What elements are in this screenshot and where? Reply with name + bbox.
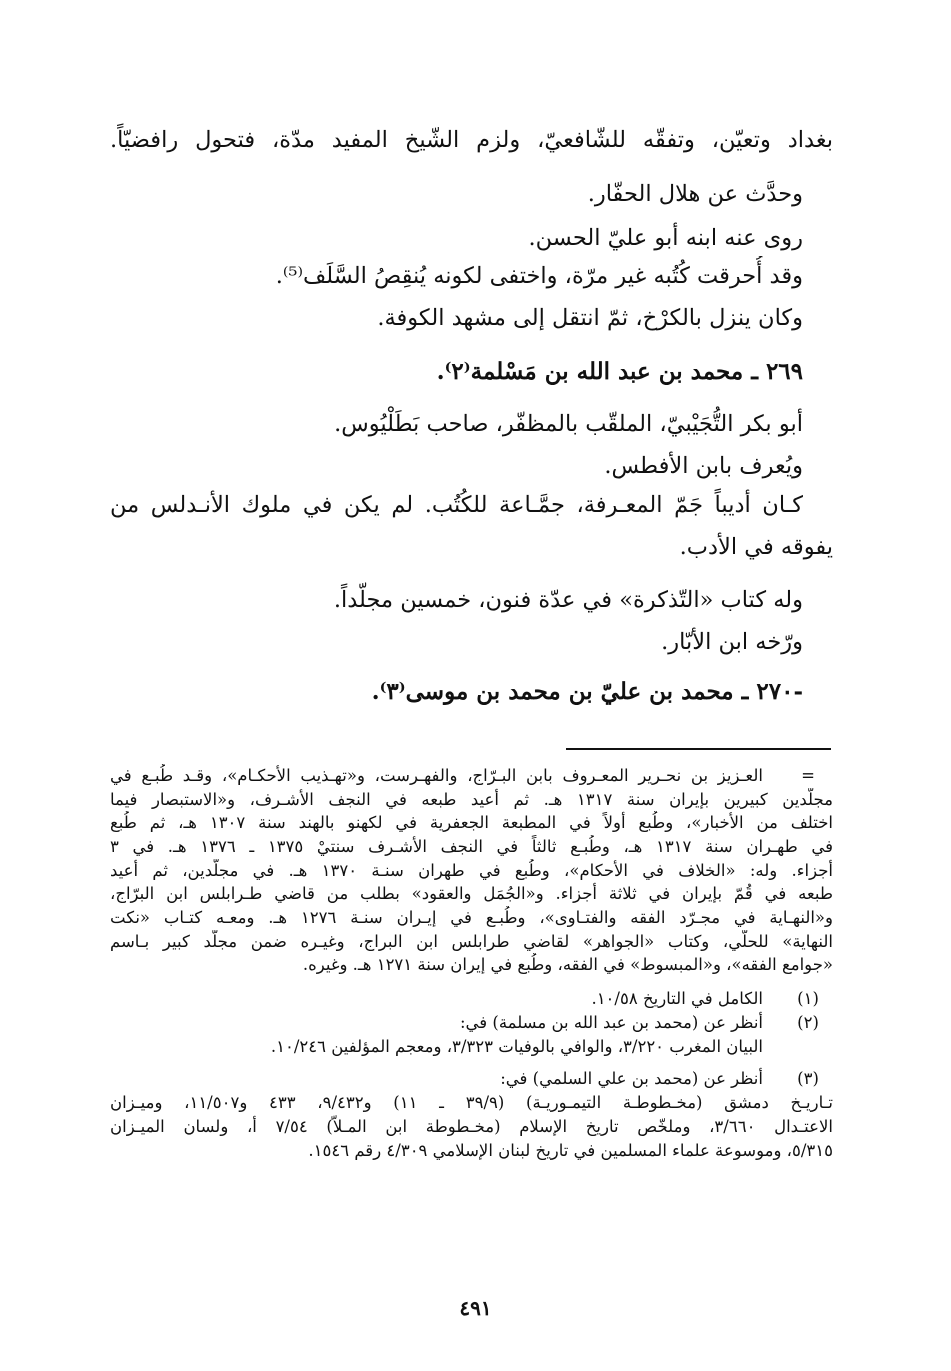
text-line: وقد أُحرقت كُتُبه غير مرّة، واختفى لكونه يُنقِصُ السَّلَف⁽⁵⁾. (275, 263, 803, 289)
footnote-line: طبعه في قُمّ بإيران في ثلاثة أجزاء. و«الجُمَل والعقود» بطلب من قاضي طـرابلس ابن البرّاج، (110, 884, 833, 903)
footnote-line: و«النهـاية في مجـرّد الفقه والفتـاوى»، وطُبـع في إيـران سنـة ١٢٧٦ هـ. ومعـه كتـاب «نكت (110, 908, 833, 927)
footnote-marker: (٢) (797, 1013, 819, 1032)
text-line: وله كتاب «التّذكرة» في عدّة فنون، خمسين مجلّداً. (333, 587, 803, 613)
footnote-line: في طهـران سنة ١٣١٧ هـ، وطُبـع ثالثاً في النجف الأشـرف سنتيْ ١٣٧٥ ـ ١٣٧٦ هـ. في ٣ (110, 837, 833, 856)
footnote-continuation-marker: = (801, 766, 815, 785)
text-line: أبو بكر التُّجَيْبيّ، الملقّب بالمظفّر، صاحب بَطَلْيُوس. (334, 411, 803, 437)
text-line: بغداد وتعيّن، وتفقّه للشّافعيّ، ولزم الشّيخ المفيد مدّة، فتحول رافضيّاً. (110, 127, 833, 153)
footnote-line: اختلف من الأخبار»، وطُبع أولاً في المطبعة الجعفرية في لكهنو بالهند سنة ١٣٠٧ هـ، ثم طُبع (110, 813, 833, 832)
footnote-line: العـزيز بن نحـرير المعـروف بابن البـرّاج، والفهـرست، و«تهـذيب الأحكـام»، وقـد طُبـع في (110, 766, 763, 785)
footnote-line: البيان المغرب ٣/٢٢٠، والوافي بالوفيات ٣/٣٢٣، ومعجم المؤلفين ١٠/٢٤٦. (270, 1037, 763, 1056)
footnote-line: أنظر عن (محمد بن عبد الله بن مسلمة) في: (459, 1013, 763, 1032)
footnote-line: النهاية» للحلّي، وكتاب «الجواهر» لقاضي طرابلس ابن البراج، وغيـره ضمن مجلّد كبير بـاسم (110, 932, 833, 951)
footnote-line: تـاريـخ دمشق (مخـطوطـة التيمـوريـة) (٣٩/٩ ـ ١١) و٩/٤٣٢، ٤٣٣ و١١/٥٠٧، وميـزان (110, 1093, 833, 1112)
footnote-line: أنظر عن (محمد بن علي السلمي) في: (500, 1069, 763, 1088)
footnote-marker: (٣) (797, 1069, 819, 1088)
footnote-separator (566, 748, 831, 750)
entry-heading-270: -٢٧٠ ـ محمد بن عليّ بن محمد بن موسى⁽٣⁾. (371, 678, 803, 705)
footnote-line: الكامل في التاريخ ١٠/٥٨. (591, 989, 763, 1008)
text-line: وحدَّث عن هلال الحفّار. (587, 181, 803, 207)
page-number: ٤٩١ (459, 1296, 492, 1320)
text-line: ويُعرف بابن الأفطس. (604, 453, 803, 479)
text-line: روى عنه ابنه أبو عليّ الحسن. (528, 225, 803, 251)
entry-heading-269: ٢٦٩ ـ محمد بن عبد الله بن مَسْلمة⁽٢⁾. (436, 358, 803, 385)
footnote-line: «جوامع الفقه»، و«المبسوط» في الفقه، وطُبع في إيران سنة ١٢٧١ هـ. وغيره. (302, 955, 833, 974)
text-line: كـان أديباً جَمّ المعـرفة، جمَّـاعة للكُتُب. لم يكن في ملوك الأنـدلس من (110, 492, 803, 518)
text-line: ورّخه ابن الأبّار. (661, 629, 803, 655)
footnote-line: مجلّدين كبيرين بإيران سنة ١٣١٧ هـ. ثم أعيد طبعه في النجف الأشـرف، و«الاستبصار فيما (110, 790, 833, 809)
footnote-line: أجزاء. وله: «الخلاف في الأحكام»، وطُبع في طهران سنـة ١٣٧٠ هـ. في مجلّدين، ثم أعيد (110, 861, 833, 880)
footnote-line: الاعتـدال ٣/٦٦٠، وملخّص تاريخ الإسلام (مخـطوطة ابن المـلاّ) ٧/٥٤ أ، ولسان الميـزان (110, 1117, 833, 1136)
footnote-marker: (١) (797, 989, 819, 1008)
text-line: يفوقه في الأدب. (679, 534, 833, 560)
footnote-line: ٥/٣١٥، وموسوعة علماء المسلمين في تاريخ لبنان الإسلامي ٤/٣٠٩ رقم ١٥٤٦. (308, 1141, 833, 1160)
text-line: وكان ينزل بالكرْخ، ثمّ انتقل إلى مشهد الكوفة. (377, 305, 803, 331)
